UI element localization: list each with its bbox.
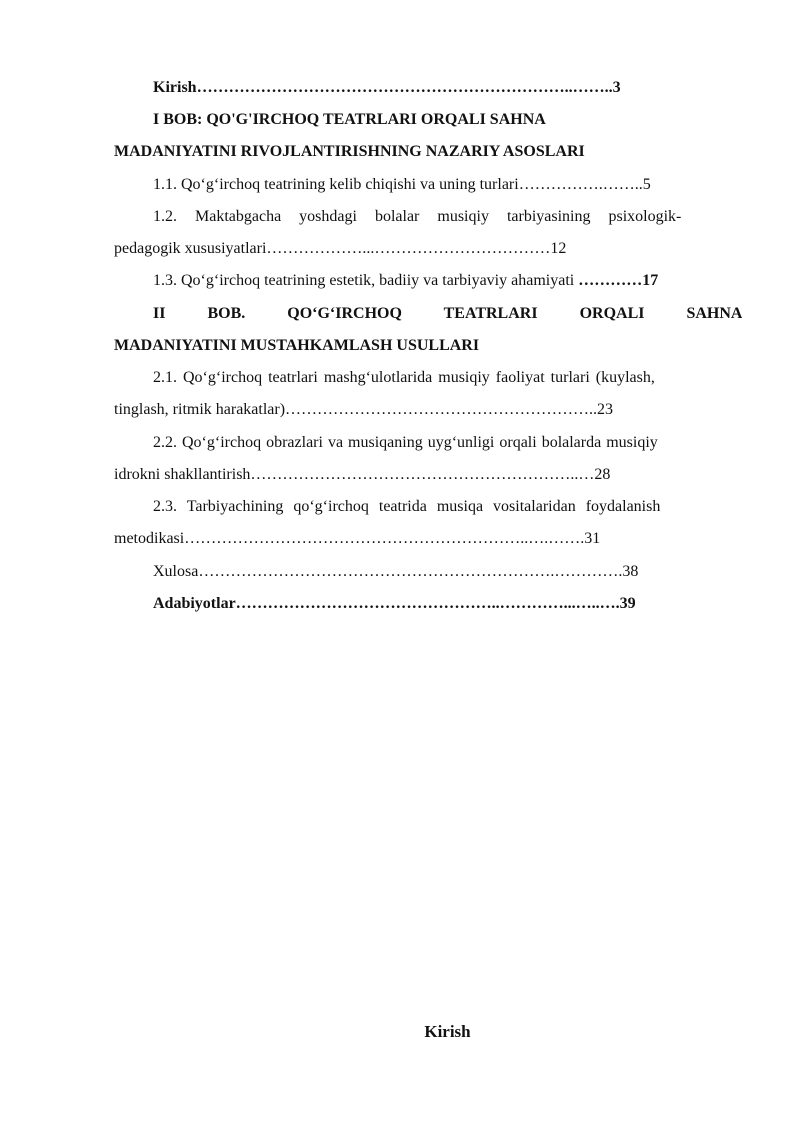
toc-chapter1-title-line2: MADANIYATINI RIVOJLANTIRISHNING NAZARIY ASOSLARI — [114, 143, 585, 160]
toc-entry-2-1-line2: tinglash, ritmik harakatlar)…………………………………………………..23 — [114, 401, 614, 418]
next-section-heading — [0, 1021, 800, 1043]
toc-entry-2-2-line2: idrokni shakllantirish……………………………………………………..…28 — [114, 466, 611, 483]
toc-entry-kirish: Kirish……………………………………………………………..……..3 — [153, 79, 621, 96]
toc-entry-2-2-line1: 2.2. Qo‘g‘irchoq obrazlari va musiqaning uyg‘unligi orqali bolalarda musiqiy — [153, 434, 658, 451]
toc-entry-2-3-line2: metodikasi………………………………………………………..….…….31 — [114, 530, 601, 547]
toc-entry-2-1-line1: 2.1. Qo‘g‘irchoq teatrlari mashg‘ulotlarida musiqiy faoliyat turlari (kuylash, — [153, 369, 655, 386]
toc-entry-adabiyotlar: Adabiyotlar…………………………………………..…………...…..….39 — [153, 595, 636, 612]
toc-chapter2-title-line2: MADANIYATINI MUSTAHKAMLASH USULLARI — [114, 337, 480, 354]
toc-entry-1-3-page: …………17 — [578, 272, 659, 289]
toc-entry-2-3-line1: 2.3. Tarbiyachining qo‘g‘irchoq teatrida musiqa vositalaridan foydalanish — [153, 498, 661, 515]
toc-chapter2-title-line1: II BOB. QO‘G‘IRCHOQ TEATRLARI ORQALI SAHNA — [153, 305, 742, 322]
toc-entry-1-1: 1.1. Qo‘g‘irchoq teatrining kelib chiqishi va uning turlari…………….……..5 — [153, 176, 651, 193]
toc-entry-1-3 — [153, 270, 742, 292]
next-section-heading-text: Kirish — [424, 1022, 471, 1041]
toc-entry-1-3-text: 1.3. Qo‘g‘irchoq teatrining estetik, badiiy va tarbiyaviy ahamiyati — [153, 272, 579, 289]
toc-entry-1-2-line2: pedagogik xususiyatlari………………...……………………………12 — [114, 240, 567, 257]
toc-entry-xulosa: Xulosa………………………………………………………….………….38 — [153, 563, 639, 580]
toc-entry-1-2-line1: 1.2. Maktabgacha yoshdagi bolalar musiqiy tarbiyasining psixologik- — [153, 208, 682, 225]
toc-chapter1-title-line1: I BOB: QO'G'IRCHOQ TEATRLARI ORQALI SAHNA — [153, 111, 546, 128]
